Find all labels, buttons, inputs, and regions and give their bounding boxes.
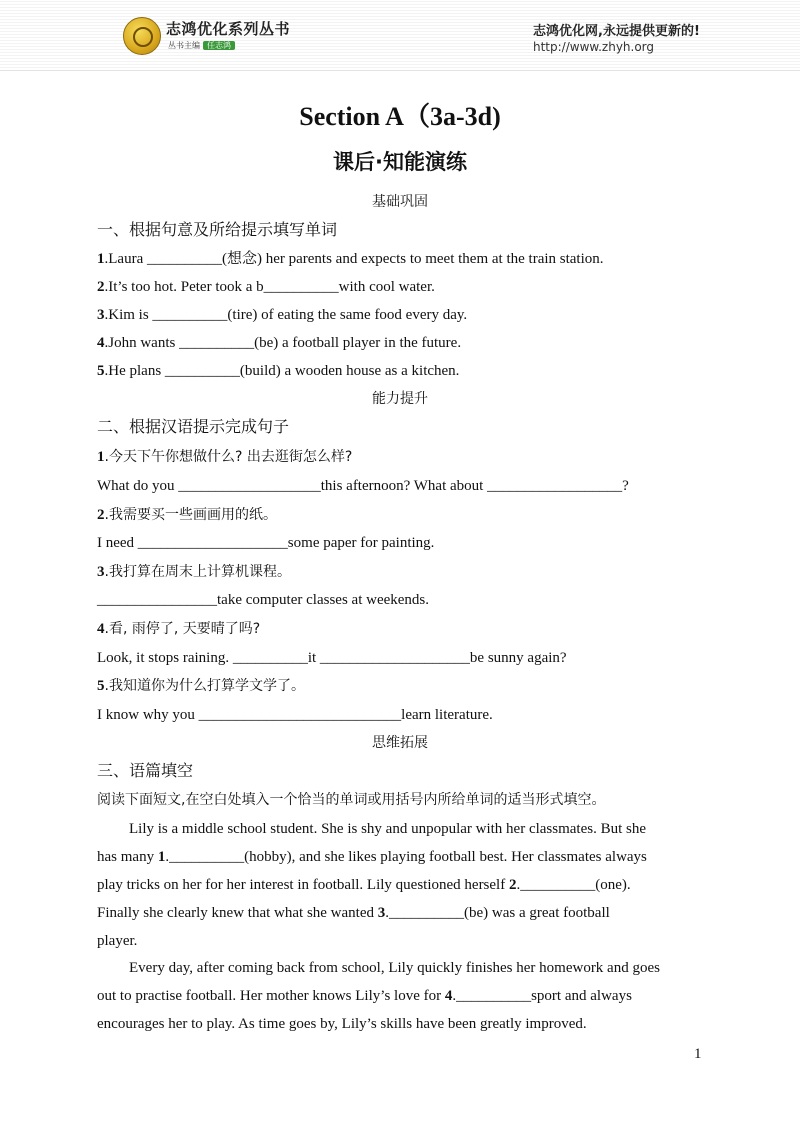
level-extension: 思维拓展 xyxy=(372,735,428,751)
section1-heading: 一、根据句意及所给提示填写单词 xyxy=(97,220,338,239)
exercise-item-cn: 3.我打算在周末上计算机课程。 xyxy=(97,564,291,580)
exercise-item: 1.Laura __________(想念) her parents and expects to meet them at the train station. xyxy=(97,251,604,267)
passage-line: Finally she clearly knew that what she wanted 3.__________(be) was a great football xyxy=(97,905,610,921)
instruction: 阅读下面短文,在空白处填入一个恰当的单词或用括号内所给单词的适当形式填空。 xyxy=(97,792,606,808)
level-basic: 基础巩固 xyxy=(372,194,428,210)
passage-line: has many 1.__________(hobby), and she likes playing football best. Her classmates always xyxy=(97,849,647,865)
exercise-item-en: I need ____________________some paper for painting. xyxy=(97,535,435,551)
site-url[interactable]: http://www.zhyh.org xyxy=(533,40,655,54)
page-title: Section A（3a-3d) xyxy=(299,102,501,131)
section2-heading: 二、根据汉语提示完成句子 xyxy=(97,417,290,436)
passage-line: player. xyxy=(97,933,138,949)
section3-heading: 三、语篇填空 xyxy=(97,761,194,780)
exercise-item: 4.John wants __________(be) a football player in the future. xyxy=(97,335,462,351)
exercise-item-cn: 1.今天下午你想做什么? 出去逛街怎么样? xyxy=(97,449,353,465)
exercise-item-cn: 5.我知道你为什么打算学文学了。 xyxy=(97,678,305,694)
series-title: 志鸿优化系列丛书 xyxy=(166,20,291,38)
passage-line: encourages her to play. As time goes by, Lily’s skills have been greatly improved. xyxy=(97,1016,587,1032)
passage-line: out to practise football. Her mother knows Lily’s love for 4.__________sport and always xyxy=(97,988,632,1004)
passage-line: play tricks on her for her interest in football. Lily questioned herself 2.__________(one). xyxy=(97,877,631,893)
exercise-item-cn: 2.我需要买一些画画用的纸。 xyxy=(97,507,277,523)
exercise-item: 5.He plans __________(build) a wooden house as a kitchen. xyxy=(97,363,460,379)
level-advanced: 能力提升 xyxy=(372,391,428,407)
exercise-item-en: I know why you ___________________________learn literature. xyxy=(97,707,493,723)
editor-line xyxy=(168,40,235,51)
site-slogan: 志鸿优化网,永远提供更新的! xyxy=(533,24,700,39)
page-subtitle: 课后·知能演练 xyxy=(333,150,467,174)
page-header xyxy=(0,0,800,71)
exercise-item-en: ________________take computer classes at weekends. xyxy=(97,592,429,608)
exercise-item-en: Look, it stops raining. __________it ____________________be sunny again? xyxy=(97,650,567,666)
exercise-item: 3.Kim is __________(tire) of eating the same food every day. xyxy=(97,307,468,323)
passage-line: Every day, after coming back from school, Lily quickly finishes her homework and goes xyxy=(129,960,660,976)
exercise-item: 2.It’s too hot. Peter took a b__________with cool water. xyxy=(97,279,435,295)
exercise-item-cn: 4.看, 雨停了, 天要晴了吗? xyxy=(97,621,261,637)
editor-name: 任志鸿 xyxy=(203,41,235,50)
exercise-item-en: What do you ___________________this afternoon? What about __________________? xyxy=(97,478,629,494)
passage-line: Lily is a middle school student. She is shy and unpopular with her classmates. But she xyxy=(129,821,647,837)
publisher-logo-icon xyxy=(123,17,161,55)
page-number: 1 xyxy=(694,1046,702,1062)
editor-label: 丛书主编 xyxy=(168,41,200,50)
